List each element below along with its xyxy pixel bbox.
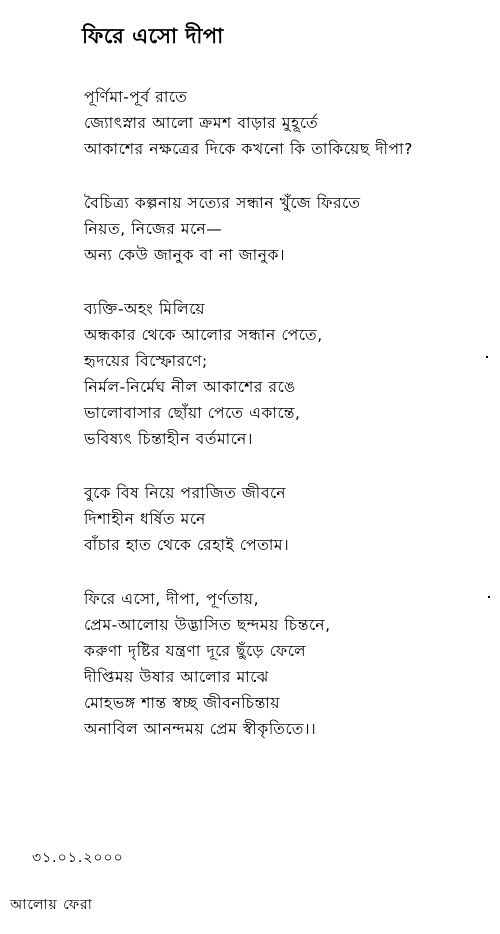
- poem-body: [84, 84, 494, 770]
- poem-line: অন্ধকার থেকে আলোর সন্ধান পেতে,: [84, 326, 323, 344]
- poem-line: করুণা দৃষ্টির যন্ত্রণা দূরে ছুঁড়ে ফেলে: [84, 642, 307, 660]
- poem-line: জ্যোৎস্নার আলো ক্রমশ বাড়ার মুহূর্তে: [84, 114, 319, 132]
- poem-line: বুকে বিষ নিয়ে পরাজিত জীবনে: [84, 484, 287, 502]
- poem-line: প্রেম-আলোয় উদ্ভাসিত ছন্দময় চিন্তনে,: [84, 616, 331, 634]
- poem-line: অন্য কেউ জানুক বা না জানুক।: [84, 246, 286, 264]
- poem-line: বাঁচার হাত থেকে রেহাই পেতাম।: [84, 536, 290, 554]
- scan-speck: [486, 356, 488, 358]
- stanza-5: [84, 586, 494, 742]
- poem-line: ফিরে এসো, দীপা, পূর্ণতায়,: [84, 590, 260, 608]
- poem-line: বৈচিত্র্য কল্পনায় সত্যের সন্ধান খুঁজে ফিরতে: [84, 194, 361, 212]
- poem-line: ভালোবাসার ছোঁয়া পেতে একান্তে,: [84, 404, 301, 422]
- stanza-3: [84, 296, 494, 452]
- poem-line: নির্মল-নির্মেঘ নীল আকাশের রঙে: [84, 378, 296, 396]
- poem-line: হৃদয়ের বিস্ফোরণে;: [84, 352, 208, 370]
- poem-line: মোহভঙ্গ শান্ত স্বচ্ছ জীবনচিন্তায়: [84, 694, 281, 712]
- stanza-1: [84, 84, 494, 162]
- poem-date: ৩১.০১.২০০০: [32, 850, 124, 866]
- poem-line: ব্যক্তি-অহং মিলিয়ে: [84, 300, 206, 318]
- footer-title: আলোয় ফেরা: [10, 897, 93, 913]
- poem-line: ভবিষ্যৎ চিন্তাহীন বর্তমানে।: [84, 430, 253, 448]
- poem-line: দীপ্তিময় উষার আলোর মাঝে: [84, 668, 269, 686]
- stanza-2: [84, 190, 494, 268]
- poem-line: নিয়ত, নিজের মনে—: [84, 220, 223, 238]
- stanza-4: [84, 480, 494, 558]
- poem-title: ফিরে এসো দীপা: [82, 24, 224, 48]
- poem-line: অনাবিল আনন্দময় প্রেম স্বীকৃতিতে।।: [84, 720, 317, 738]
- scan-speck: [488, 596, 490, 598]
- poem-line: দিশাহীন ধর্ষিত মনে: [84, 510, 206, 528]
- poem-line: আকাশের নক্ষত্রের দিকে কখনো কি তাকিয়েছ দীপা?: [84, 140, 413, 158]
- poem-line: পূর্ণিমা-পূর্ব রাতে: [84, 88, 188, 106]
